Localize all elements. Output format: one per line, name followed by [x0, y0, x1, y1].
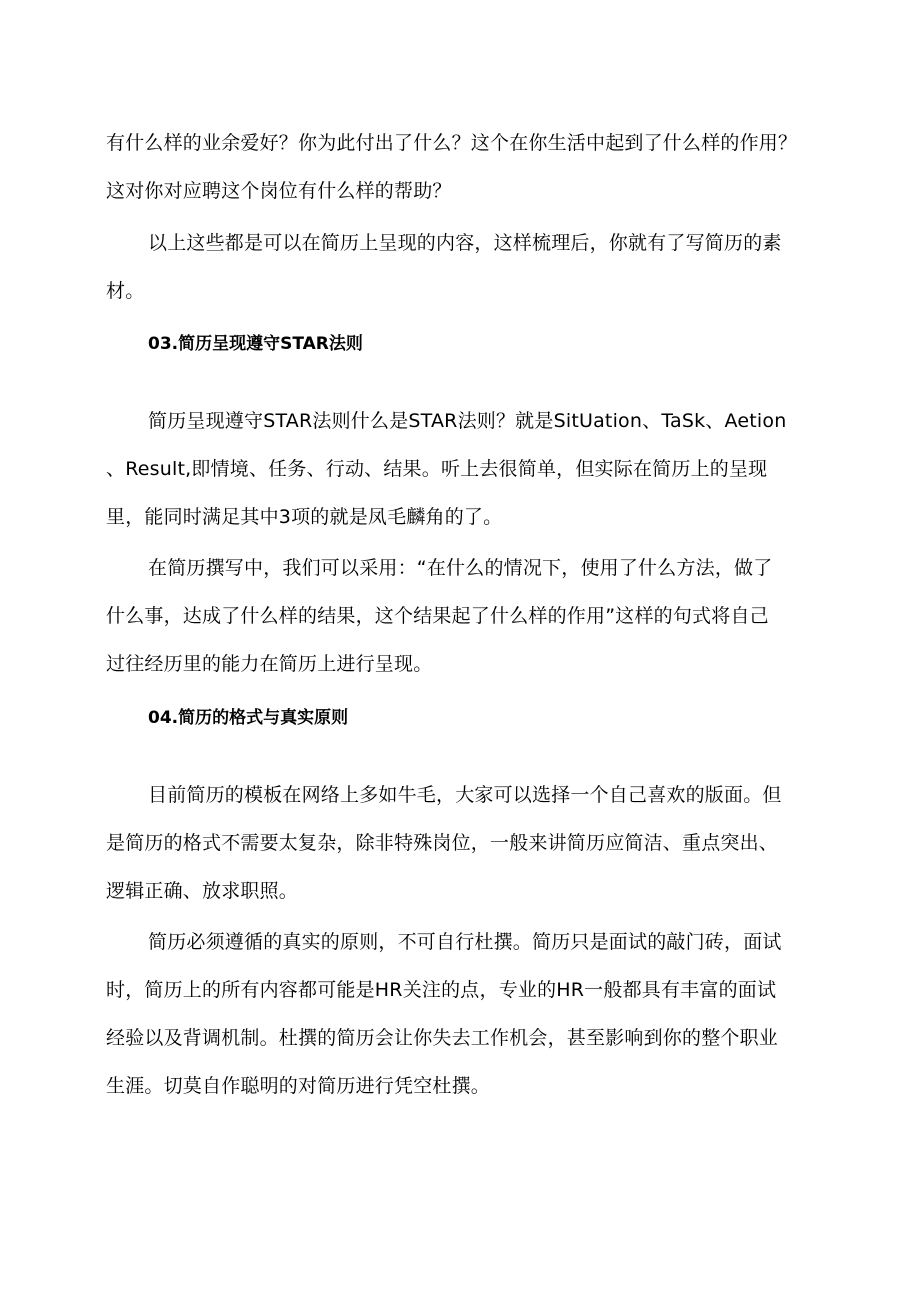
- paragraph-line: 简历呈现遵守STAR法则什么是STAR法则？就是SitUation、TaSk、Aetion: [148, 410, 787, 432]
- section-heading-03: 03.简历呈现遵守STAR法则: [148, 334, 363, 354]
- paragraph-line: 这对你对应聘这个岗位有什么样的帮助？: [106, 180, 452, 202]
- paragraph-line: 过往经历里的能力在简历上进行呈现。: [106, 653, 433, 675]
- paragraph-line: 、Result,即情境、任务、行动、结果。听上去很简单，但实际在简历上的呈现: [106, 458, 768, 480]
- paragraph-line: 经验以及背调机制。杜撰的简历会让你失去工作机会，甚至影响到你的整个职业: [106, 1027, 779, 1049]
- paragraph-line: 什么事，达成了什么样的结果，这个结果起了什么样的作用”这样的句式将自己: [106, 605, 769, 627]
- paragraph-line: 目前简历的模板在网络上多如牛毛，大家可以选择一个自己喜欢的版面。但: [148, 784, 782, 806]
- paragraph-line: 简历必须遵循的真实的原则，不可自行杜撰。简历只是面试的敲门砖，面试: [148, 931, 782, 953]
- paragraph-line: 在简历撰写中，我们可以采用：“在什么的情况下，使用了什么方法，做了: [148, 557, 773, 579]
- paragraph-line: 时，简历上的所有内容都可能是HR关注的点，专业的HR一般都具有丰富的面试: [106, 979, 777, 1001]
- paragraph-line: 以上这些都是可以在简历上呈现的内容，这样梳理后，你就有了写简历的素: [148, 232, 782, 254]
- paragraph-line: 材。: [106, 280, 145, 302]
- paragraph-line: 是简历的格式不需要太复杂，除非特殊岗位，一般来讲简历应简洁、重点突出、: [106, 832, 779, 854]
- section-heading-04: 04.简历的格式与真实原则: [148, 708, 349, 728]
- paragraph-line: 生涯。切莫自作聪明的对简历进行凭空杜撰。: [106, 1075, 491, 1097]
- paragraph-line: 有什么样的业余爱好？你为此付出了什么？这个在你生活中起到了什么样的作用？: [106, 132, 798, 154]
- paragraph-line: 里，能同时满足其中3项的就是凤毛麟角的了。: [106, 506, 503, 528]
- paragraph-line: 逻辑正确、放求职照。: [106, 880, 299, 902]
